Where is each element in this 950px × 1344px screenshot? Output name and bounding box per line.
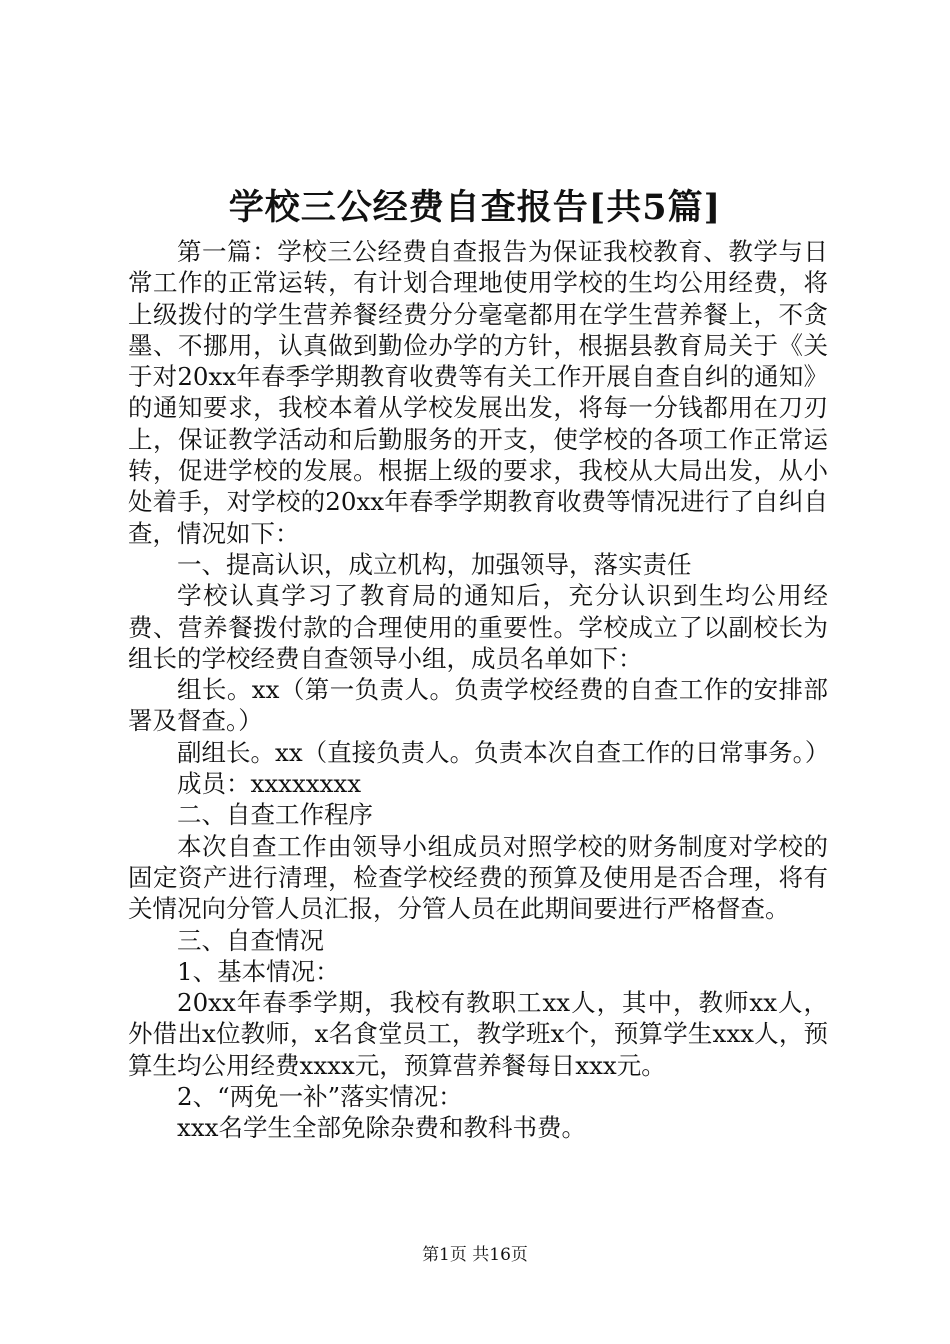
paragraph-procedure: 本次自查工作由领导小组成员对照学校的财务制度对学校的固定资产进行清理，检查学校经费的预算及使用是否合理，将有关情况向分管人员汇报，分管人员在此期间要进行严格督查。 [128, 831, 828, 924]
section-heading-3: 三、自查情况 [177, 925, 324, 955]
paragraph-leader: 组长。xx（第一负责人。负责学校经费的自查工作的安排部署及督查。） [128, 675, 828, 736]
subheading-basic: 1、基本情况： [177, 956, 340, 986]
paragraph-basic-info: 20xx年春季学期，我校有教职工xx人，其中，教师xx人，外借出x位教师，x名食堂员工，教学班x个，预算学生xxx人，预算生均公用经费xxxx元，预算营养餐每日xxx元。 [128, 988, 828, 1080]
paragraph-members: 成员：xxxxxxxx [177, 769, 362, 799]
document-body [128, 236, 828, 1144]
document-title: 学校三公经费自查报告[共5篇] [228, 187, 722, 228]
paragraph-study: 学校认真学习了教育局的通知后，充分认识到生均公用经费、营养餐拨付款的合理使用的重要性。学校成立了以副校长为组长的学校经费自查领导小组，成员名单如下： [128, 581, 828, 673]
subheading-two-exemptions: 2、“两免一补”落实情况： [177, 1082, 463, 1112]
section-heading-1: 一、提高认识，成立机构，加强领导，落实责任 [177, 549, 692, 579]
paragraph-deputy-leader: 副组长。xx（直接负责人。负责本次自查工作的日常事务。） [177, 737, 830, 767]
section-heading-2: 二、自查工作程序 [177, 800, 373, 830]
paragraph-intro: 第一篇：学校三公经费自查报告为保证我校教育、教学与日常工作的正常运转，有计划合理地使用学校的生均公用经费，将上级拨付的学生营养餐经费分分毫毫都用在学生营养餐上，不贪墨、不挪用，认真做到勤俭办学的方针，根据县教育局关于《关于对20xx年春季学期教育收费等有关工作开展自查自纠的通知》的通知要求，我校本着从学校发展出发，将每一分钱都用在刀刃上，保证教学活动和后勤服务的开支，使学校的各项工作正常运转，促进学校的发展。根据上级的要求，我校从大局出发，从小处着手，对学校的20xx年春季学期教育收费等情况进行了自纠自查，情况如下： [128, 237, 828, 548]
paragraph-exemptions: xxx名学生全部免除杂费和教科书费。 [177, 1113, 586, 1143]
page-footer: 第1页 共16页 [422, 1245, 528, 1265]
